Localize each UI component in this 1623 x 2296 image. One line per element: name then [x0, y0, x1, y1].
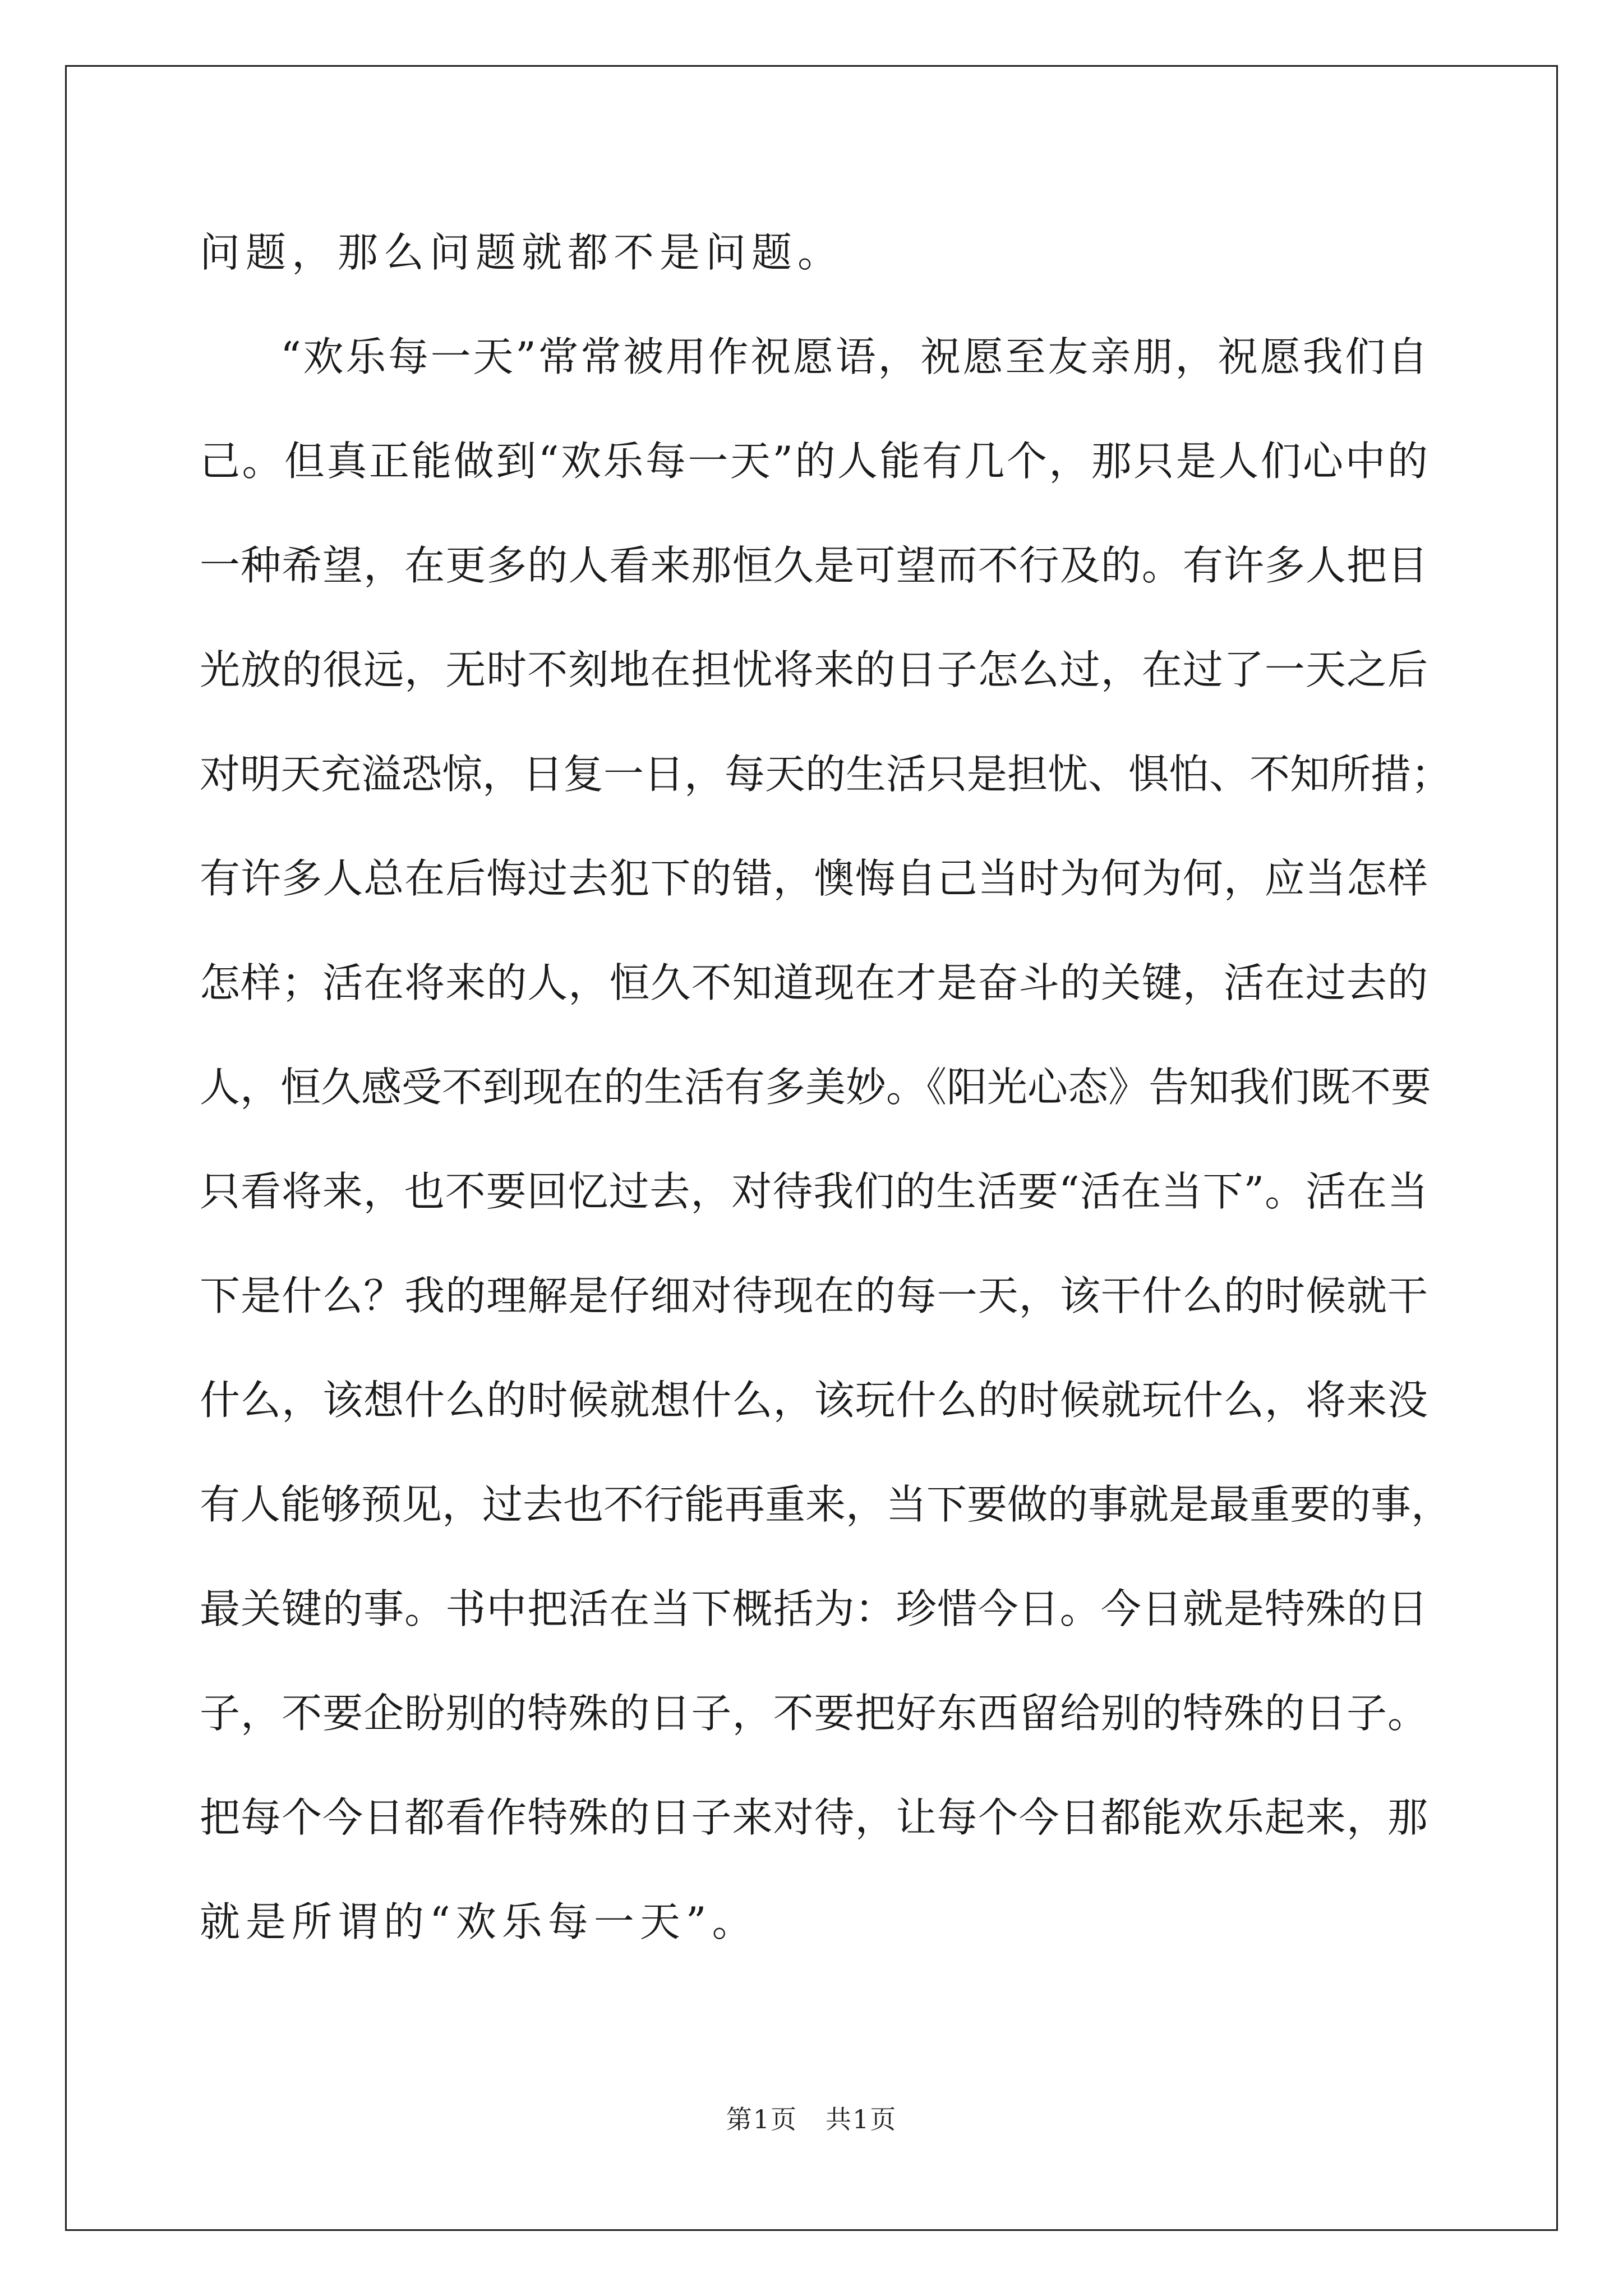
- text-line: 有许多人总在后悔过去犯下的错，懊悔自己当时为何为何，应当怎样: [200, 855, 1428, 902]
- text-line: 对明天充溢恐惊，日复一日，每天的生活只是担忧、惧怕、不知所措；: [200, 751, 1452, 798]
- text-line: 最关键的事。书中把活在当下概括为：珍惜今日。今日就是特殊的日: [200, 1585, 1428, 1632]
- text-line: 把每个今日都看作特殊的日子来对待，让每个今日都能欢乐起来，那: [200, 1794, 1428, 1841]
- document-body: [200, 219, 1452, 1993]
- page-footer: [0, 2099, 1623, 2136]
- text-line: 只看将来，也不要回忆过去，对待我们的生活要“活在当下”。活在当: [200, 1168, 1428, 1215]
- page-total: 共1页: [826, 2104, 897, 2134]
- text-line: 己。但真正能做到“欢乐每一天”的人能有几个，那只是人们心中的: [200, 438, 1428, 485]
- text-line: 怎样；活在将来的人，恒久不知道现在才是奋斗的关键，活在过去的: [200, 959, 1428, 1006]
- text-line: 有人能够预见，过去也不行能再重来，当下要做的事就是最重要的事，: [200, 1481, 1452, 1528]
- paragraph-first-line: “欢乐每一天”常常被用作祝愿语，祝愿至友亲朋，祝愿我们自: [280, 333, 1428, 380]
- text-line: 下是什么？我的理解是仔细对待现在的每一天，该干什么的时候就干: [200, 1272, 1428, 1319]
- page-number: 第1页: [726, 2104, 797, 2134]
- text-line: 就是所谓的“欢乐每一天”。: [200, 1898, 758, 1945]
- text-line: 人，恒久感受不到现在的生活有多美妙。《阳光心态》告知我们既不要: [200, 1064, 1432, 1111]
- text-line: 子，不要企盼别的特殊的日子，不要把好东西留给别的特殊的日子。: [200, 1690, 1428, 1737]
- text-line: 问题，那么问题就都不是问题。: [200, 229, 844, 276]
- text-line: 光放的很远，无时不刻地在担忧将来的日子怎么过，在过了一天之后: [200, 646, 1428, 693]
- text-line: 什么，该想什么的时候就想什么，该玩什么的时候就玩什么，将来没: [200, 1377, 1428, 1424]
- text-line: 一种希望，在更多的人看来那恒久是可望而不行及的。有许多人把目: [200, 542, 1428, 589]
